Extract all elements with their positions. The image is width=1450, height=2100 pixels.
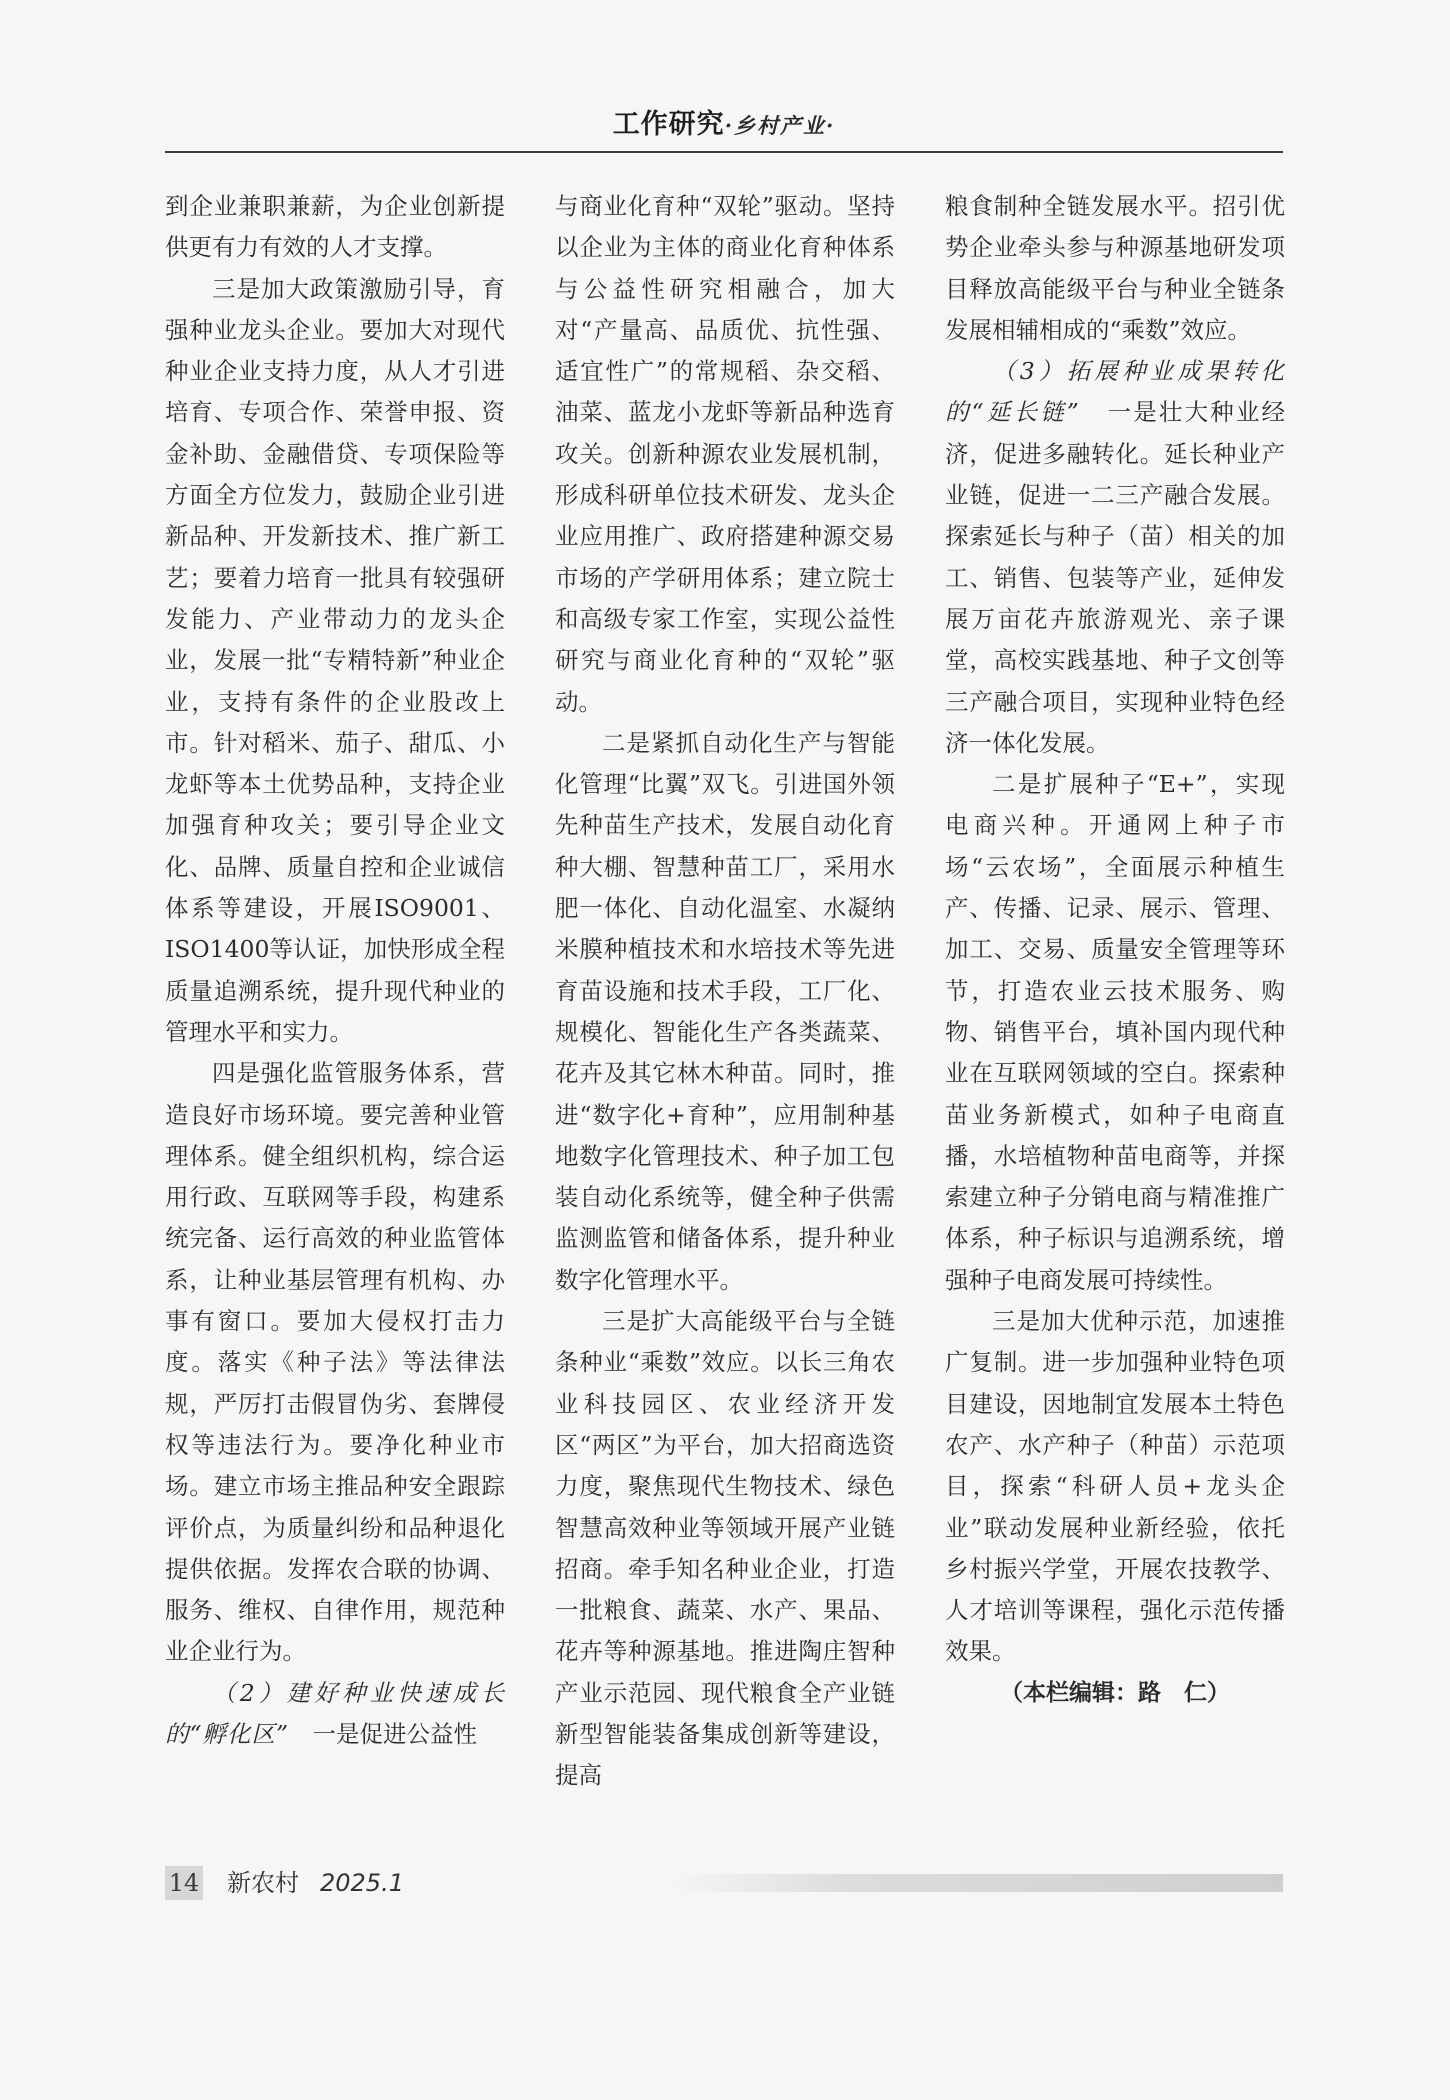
article-column-3 xyxy=(945,186,1285,1714)
header-rule xyxy=(165,151,1283,153)
footer-decorative-bar xyxy=(670,1874,1283,1892)
page-number: 14 xyxy=(165,1866,203,1900)
subsection-heading-2: （2）建好种业快速成长的“孵化区” 一是促进公益性 xyxy=(165,1678,505,1748)
magazine-name: 新农村 xyxy=(227,1869,299,1897)
section-subtitle: ·乡村产业· xyxy=(724,113,836,138)
subsection-heading-3: （3）拓展种业成果转化的“延长链” 一是壮大种业经济，促进多融转化。延长种业产业链，促进一二三产融合发展。探索延长与种子（苗）相关的加工、销售、包装等产业，延伸发展万亩花卉旅游观光、亲子课堂，高校实践基地、种子文创等三产融合项目，实现种业特色经济一体化发展。 xyxy=(945,357,1286,757)
paragraph: 与商业化育种“双轮”驱动。坚持以企业为主体的商业化育种体系与公益性研究相融合，加大对“产量高、品质优、抗性强、适宜性广”的常规稻、杂交稻、油菜、蓝龙小龙虾等新品种选育攻关。创新种源农业发展机制，形成科研单位技术研发、龙头企业应用推广、政府搭建种源交易市场的产学研用体系；建立院士和高级专家工作室，实现公益性研究与商业化育种的“双轮”驱动。 xyxy=(555,192,895,716)
page-footer xyxy=(165,1866,1283,1902)
paragraph: 三是加大政策激励引导，育强种业龙头企业。要加大对现代种业企业支持力度，从人才引进培育、专项合作、荣誉申报、资金补助、金融借贷、专项保险等方面全方位发力，鼓励企业引进新品种、开发新技术、推广新工艺；要着力培育一批具有较强研发能力、产业带动力的龙头企业，发展一批“专精特新”种业企业，支持有条件的企业股改上市。针对稻米、茄子、甜瓜、小龙虾等本土优势品种，支持企业加强育种攻关；要引导企业文化、品牌、质量自控和企业诚信体系等建设，开展ISO9001、ISO1400等认证，加快形成全程质量追溯系统，提升现代种业的管理水平和实力。 xyxy=(165,274,505,1046)
issue-number: 2025.1 xyxy=(320,1869,404,1897)
article-column-2 xyxy=(555,186,895,1797)
paragraph: 粮食制种全链发展水平。招引优势企业牵头参与种源基地研发项目释放高能级平台与种业全链条发展相辅相成的“乘数”效应。 xyxy=(945,192,1285,344)
paragraph: 二是扩展种子“E+”，实现电商兴种。开通网上种子市场“云农场”，全面展示种植生产、传播、记录、展示、管理、加工、交易、质量安全管理等环节，打造农业云技术服务、购物、销售平台，填补国内现代种业在互联网领域的空白。探索种苗业务新模式，如种子电商直播，水培植物种苗电商等，并探索建立种子分销电商与精准推广体系，种子标识与追溯系统，增强种子电商发展可持续性。 xyxy=(945,770,1285,1294)
paragraph: 三是扩大高能级平台与全链条种业“乘数”效应。以长三角农业科技园区、农业经济开发区“两区”为平台，加大招商选资力度，聚焦现代生物技术、绿色智慧高效种业等领域开展产业链招商。牵手知名种业企业，打造一批粮食、蔬菜、水产、果品、花卉等种源基地。推进陶庄智种产业示范园、现代粮食全产业链新型智能装备集成创新等建设，提高 xyxy=(555,1307,895,1790)
editor-credit: （本栏编辑：路 仁） xyxy=(1000,1679,1230,1706)
section-title: 工作研究 xyxy=(612,109,725,140)
paragraph: 二是紧抓自动化生产与智能化管理“比翼”双飞。引进国外领先种苗生产技术，发展自动化育种大棚、智慧种苗工厂，采用水肥一体化、自动化温室、水凝纳米膜种植技术和水培技术等先进育苗设施和技术手段，工厂化、规模化、智能化生产各类蔬菜、花卉及其它林木种苗。同时，推进“数字化+育种”，应用制种基地数字化管理技术、种子加工包装自动化系统等，健全种子供需监测监管和储备体系，提升种业数字化管理水平。 xyxy=(555,728,895,1294)
paragraph: 四是强化监管服务体系，营造良好市场环境。要完善种业管理体系。健全组织机构，综合运用行政、互联网等手段，构建系统完备、运行高效的种业监管体系，让种业基层管理有机构、办事有窗口。要加大侵权打击力度。落实《种子法》等法律法规，严厉打击假冒伪劣、套牌侵权等违法行为。要净化种业市场。建立市场主推品种安全跟踪评价点，为质量纠纷和品种退化提供依据。发挥农合联的协调、服务、维权、自律作用，规范种业企业行为。 xyxy=(165,1059,505,1666)
paragraph: 三是加大优种示范，加速推广复制。进一步加强种业特色项目建设，因地制宜发展本土特色农产、水产种子（种苗）示范项目，探索“科研人员+龙头企业”联动发展种业新经验，依托乡村振兴学堂，开展农技教学、人才培训等课程，强化示范传播效果。 xyxy=(945,1307,1285,1666)
article-column-1 xyxy=(165,186,505,1755)
paragraph: 到企业兼职兼薪，为企业创新提供更有力有效的人才支撑。 xyxy=(165,192,505,262)
page-header xyxy=(165,102,1283,146)
